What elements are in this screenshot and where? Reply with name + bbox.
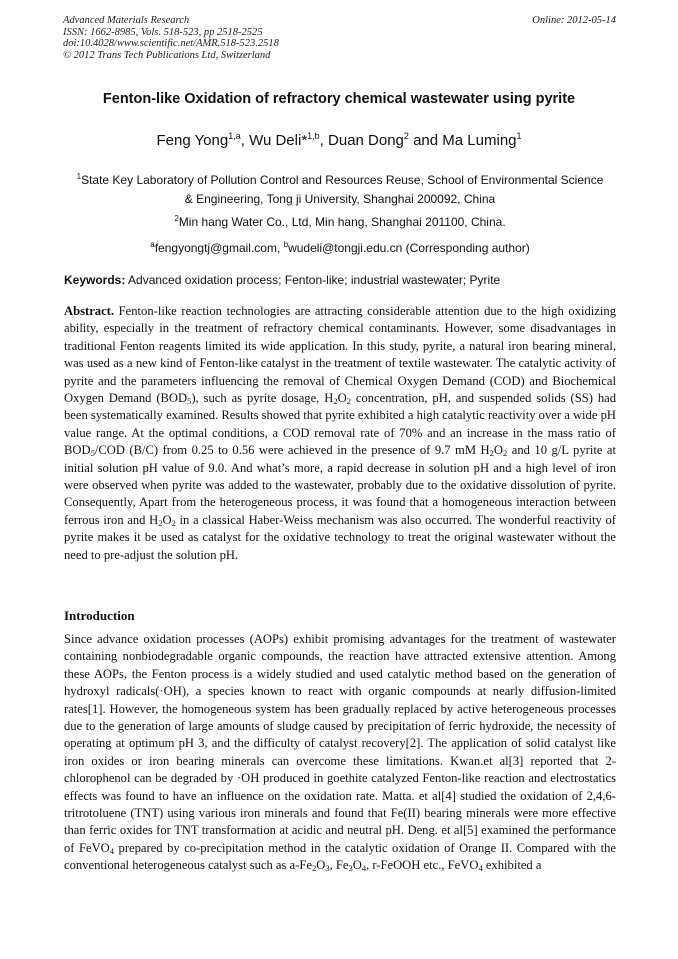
author-sup: 2 <box>403 131 409 141</box>
author-name: Feng Yong <box>156 132 229 149</box>
online-date: Online: 2012-05-14 <box>532 15 616 26</box>
author-sup: 1,b <box>307 131 320 141</box>
affiliation-line: Min hang Water Co., Ltd, Min hang, Shanghai 201100, China. <box>178 215 506 229</box>
affiliation-2 <box>64 209 616 232</box>
subscript: 2 <box>489 448 494 459</box>
author-name: Wu Deli* <box>249 132 308 149</box>
author-list <box>0 131 678 149</box>
abstract <box>64 303 616 564</box>
copyright-line: © 2012 Trans Tech Publications Ltd, Switzerland <box>63 49 271 61</box>
abstract-text: concentration, pH, and suspended solids (SS) had been systematically examined. Results showed that pyrite exhibited a high catalytic reactivity over a wide pH value range. At the optimal conditions, a COD removal rate of 70% and an increase in the mass ratio of BOD <box>64 391 617 458</box>
intro-text: exhibited a <box>482 858 542 873</box>
email-sup: b <box>283 240 289 249</box>
intro-text: , Fe <box>329 858 349 873</box>
keywords-text: Advanced oxidation process; Fenton-like; industrial wastewater; Pyrite <box>125 273 501 287</box>
abstract-text: Fenton-like reaction technologies are attracting considerable attention due to the high oxidizing ability, especially in the treatment of refractory chemical contaminants. However, some disadvantages in traditional Fenton reagents limited its wide application. In this study, pyrite, a natural iron bearing mineral, was used as a new kind of Fenton-like catalyst in the treatment of textile wastewater. The catalytic activity of pyrite and the parameters influencing the removal of Chemical Oxygen Demand (COD) and Biochemical Oxygen Demand (BOD <box>64 304 616 406</box>
subscript: 2 <box>503 448 508 459</box>
subscript: 2 <box>333 396 338 407</box>
affiliation-1 <box>64 167 616 209</box>
affiliation-sup: 2 <box>174 214 179 223</box>
author-sep: and <box>408 132 443 149</box>
subscript: 4 <box>361 863 367 874</box>
subscript: 3 <box>325 863 330 874</box>
issn-line: ISSN: 1662-8985, Vols. 518-523, pp 2518-2525 <box>63 26 263 38</box>
doi-line: doi:10.4028/www.scientific.net/AMR.518-523.2518 <box>63 38 279 49</box>
author-sup: 1,a <box>228 131 241 141</box>
abstract-text: O <box>162 512 172 527</box>
abstract-text: /COD (B/C) from 0.25 to 0.56 were achieved in the presence of 9.7 mM H <box>94 443 490 458</box>
email-link[interactable]: wudeli@tongji.edu.cn (Corresponding author) <box>288 241 530 255</box>
author-emails <box>64 235 616 258</box>
subscript: 5 <box>90 448 95 459</box>
keywords <box>64 273 616 287</box>
email-sup: a <box>150 240 155 249</box>
keywords-label: Keywords: <box>64 273 126 287</box>
abstract-text: O <box>337 391 347 406</box>
journal-header <box>63 15 616 61</box>
intro-text: O <box>352 858 362 873</box>
affiliation-line: State Key Laboratory of Pollution Control and Resources Reuse, School of Environmental Science <box>81 173 604 187</box>
author-name: Ma Luming <box>442 132 517 149</box>
abstract-text: and 10 g/L pyrite at initial solution pH value of 9.0. And what’s more, a rapid decrease in solution pH and a high level of iron were observed when pyrite was added to the wastewater, probably due to the oxidative dissolution of pyrite. Consequently, Apart from the heterogeneous process, it was found that a homogeneous interaction between ferrous iron and H <box>64 443 616 527</box>
intro-text: Since advance oxidation processes (AOPs) exhibit promising advantages for the treatment of wastewater containing nonbiodegradable organic compounds, the reaction have attracted extensive attention. Among these AOPs, the Fenton process is a widely studied and used catalytic method based on the generation of hydroxyl radicals(·OH), a species known to react with organic compounds at nearly diffusion-limited rates[1]. However, the homogeneous system has been gradually replaced by active heterogeneous processes due to the generation of large amounts of sludge caused by precipitation of ferric hydroxide, the necessity of operating at optimum pH 3, and the difficulty of catalyst recovery[2]. The application of solid catalyst like iron oxides or iron bearing minerals can overcome these limitations. Kwan.et al[3] reported that 2-chlorophenol can be degraded by ·OH produced in goethite catalyzed Fenton-like reaction and electrostatics effects was found to have an influence on the oxidation rate. Matta. et al[4] studied the oxidation of 2,4,6-tritrotoluene (TNT) using various iron minerals and found that Fe(II) bearing minerals were more effective than ferric oxides for TNT transformation at acidic and neutral pH. Deng. et al[5] examined the performance of FeVO <box>64 632 616 855</box>
subscript: 2 <box>171 517 176 528</box>
subscript: 2 <box>346 396 351 407</box>
email-link[interactable]: fengyongtj@gmail.com, <box>154 241 284 255</box>
intro-text: O <box>316 858 326 873</box>
intro-text: , r-FeOOH etc., FeVO <box>366 858 479 873</box>
affiliation-sup: 1 <box>76 172 82 181</box>
journal-name: Advanced Materials Research <box>63 15 190 26</box>
abstract-text: in a classical Haber-Weiss mechanism was also occurred. The wonderful reactivity of pyrite makes it be used as catalyst for the oxidative technology to treat the original wastewater without the need to pre-adjust the solution pH. <box>64 512 616 562</box>
subscript: 3 <box>348 863 353 874</box>
subscript: 4 <box>109 845 115 856</box>
subscript: 4 <box>478 863 483 874</box>
affiliation-line: & Engineering, Tong ji University, Shanghai 200092, China <box>184 192 496 206</box>
introduction-text <box>64 631 616 875</box>
subscript: 2 <box>311 863 317 874</box>
section-heading-introduction: Introduction <box>64 608 135 623</box>
abstract-label: Abstract. <box>64 304 115 318</box>
author-sep: , <box>319 132 329 149</box>
subscript: 2 <box>158 517 163 528</box>
author-sup: 1 <box>516 131 522 141</box>
author-sep: , <box>240 132 250 149</box>
subscript: 5 <box>187 396 192 407</box>
author-name: Duan Dong <box>328 132 404 149</box>
intro-text: prepared by co-precipitation method in the catalytic oxidation of Orange II. Compared with the conventional heterogeneous catalyst such as a-Fe <box>64 840 616 873</box>
paper-title: Fenton-like Oxidation of refractory chemical wastewater using pyrite <box>102 91 576 107</box>
abstract-text: O <box>493 443 504 458</box>
abstract-text: ), such as pyrite dosage, H <box>191 391 334 406</box>
